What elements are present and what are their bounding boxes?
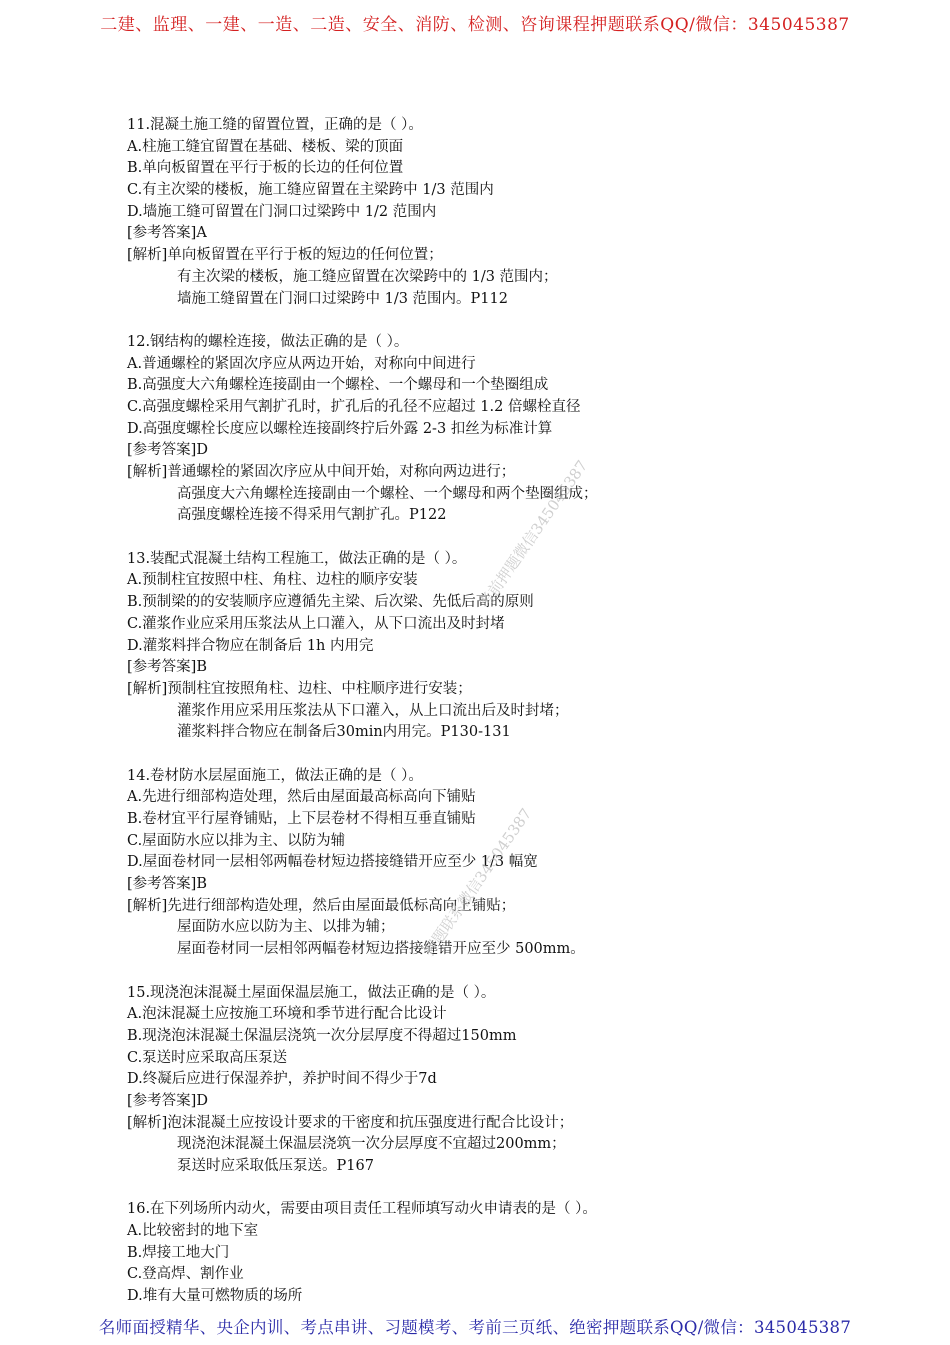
question-stem: 15.现浇泡沫混凝土屋面保温层施工，做法正确的是（ ）。 <box>127 984 496 1001</box>
option-a: A.比较密封的地下室 <box>127 1223 259 1240</box>
question-stem: 12.钢结构的螺栓连接，做法正确的是（ ）。 <box>127 333 409 350</box>
question-11 <box>127 115 927 310</box>
analysis-line: 墙施工缝留置在门洞口过梁跨中 1/3 范围内。P112 <box>177 290 508 307</box>
analysis-line: 灌浆作用应采用压浆法从下口灌入，从上口流出后及时封堵； <box>177 702 569 719</box>
option-b: B.单向板留置在平行于板的长边的任何位置 <box>127 160 404 177</box>
analysis-line: 泵送时应采取低压泵送。P167 <box>177 1158 374 1174</box>
option-c: C.高强度螺栓采用气割扩孔时，扩孔后的孔径不应超过 1.2 倍螺栓直径 <box>127 398 581 415</box>
option-d: D.墙施工缝可留置在门洞口过梁跨中 1/2 范围内 <box>127 203 437 220</box>
analysis-line: [解析]泡沫混凝土应按设计要求的干密度和抗压强度进行配合比设计； <box>127 1114 574 1131</box>
option-b: B.预制梁的的安装顺序应遵循先主梁、后次梁、先低后高的原则 <box>127 594 534 611</box>
option-a: A.普通螺栓的紧固次序应从两边开始，对称向中间进行 <box>127 355 476 372</box>
option-a: A.泡沫混凝土应按施工环境和季节进行配合比设计 <box>127 1006 447 1023</box>
option-c: C.灌浆作业应采用压浆法从上口灌入，从下口流出及时封堵 <box>127 615 505 632</box>
reference-answer: [参考答案]B <box>127 876 207 893</box>
reference-answer: [参考答案]D <box>127 442 208 459</box>
reference-answer: [参考答案]B <box>127 659 207 676</box>
option-c: C.泵送时应采取高压泵送 <box>127 1049 288 1066</box>
option-d: D.堆有大量可燃物质的场所 <box>127 1288 303 1305</box>
option-c: C.屋面防水应以排为主、以防为辅 <box>127 832 346 849</box>
option-c: C.有主次梁的楼板，施工缝应留置在主梁跨中 1/3 范围内 <box>127 182 494 199</box>
document-body <box>127 115 927 1330</box>
option-a: A.先进行细部构造处理，然后由屋面最高标高向下铺贴 <box>127 789 476 806</box>
analysis-line: [解析]先进行细部构造处理，然后由屋面最低标高向上铺贴； <box>127 897 516 914</box>
option-d: D.屋面卷材同一层相邻两幅卷材短边搭接缝错开应至少 1/3 幅宽 <box>127 854 538 871</box>
analysis-line: 高强度大六角螺栓连接副由一个螺栓、一个螺母和两个垫圈组成； <box>177 485 598 502</box>
analysis-line: [解析]单向板留置在平行于板的短边的任何位置； <box>127 247 443 264</box>
option-a: A.预制柱宜按照中柱、角柱、边柱的顺序安装 <box>127 572 418 589</box>
watermark: 考前押题微信345045387 <box>475 457 592 612</box>
header-banner: 二建、监理、一建、一造、二造、安全、消防、检测、咨询课程押题联系QQ/微信：345045387 <box>100 15 850 35</box>
option-d: D.灌浆料拌合物应在制备后 1h 内用完 <box>127 637 374 654</box>
analysis-line: 有主次梁的楼板，施工缝应留置在次梁跨中的 1/3 范围内； <box>177 268 558 285</box>
option-d: D.终凝后应进行保湿养护，养护时间不得少于7d <box>127 1071 437 1088</box>
analysis-line: 高强度螺栓连接不得采用气割扩孔。P122 <box>177 507 447 524</box>
analysis-line: 屋面卷材同一层相邻两幅卷材短边搭接缝错开应至少 500mm。 <box>177 941 585 958</box>
analysis-line: 屋面防水应以防为主、以排为辅； <box>177 919 395 936</box>
question-13 <box>127 549 927 744</box>
analysis-line: [解析]普通螺栓的紧固次序应从中间开始，对称向两边进行； <box>127 464 516 480</box>
analysis-line: 现浇泡沫混凝土保温层浇筑一次分层厚度不宜超过200mm； <box>177 1136 566 1153</box>
analysis-line: 灌浆料拌合物应在制备后30min内用完。P130-131 <box>177 724 511 741</box>
question-15 <box>127 983 927 1178</box>
question-16 <box>127 1199 927 1307</box>
option-c: C.登高焊、割作业 <box>127 1266 244 1283</box>
question-14 <box>127 766 927 961</box>
option-b: B.现浇泡沫混凝土保温层浇筑一次分层厚度不得超过150mm <box>127 1027 517 1044</box>
reference-answer: [参考答案]D <box>127 1092 208 1109</box>
option-a: A.柱施工缝宜留置在基础、楼板、梁的顶面 <box>127 138 404 155</box>
option-b: B.高强度大六角螺栓连接副由一个螺栓、一个螺母和一个垫圈组成 <box>127 377 549 394</box>
question-stem: 13.装配式混凝土结构工程施工，做法正确的是（ ）。 <box>127 550 467 567</box>
question-stem: 14.卷材防水层屋面施工，做法正确的是（ ）。 <box>127 767 423 784</box>
watermark: 押题联系微信345045387 <box>419 805 536 960</box>
question-stem: 11.混凝土施工缝的留置位置，正确的是（ ）。 <box>127 117 423 133</box>
option-b: B.卷材宜平行屋脊铺贴，上下层卷材不得相互垂直铺贴 <box>127 811 476 827</box>
option-b: B.焊接工地大门 <box>127 1244 230 1261</box>
reference-answer: [参考答案]A <box>127 225 207 242</box>
question-12 <box>127 332 927 527</box>
question-stem: 16.在下列场所内动火，需要由项目责任工程师填写动火申请表的是（ ）。 <box>127 1201 597 1218</box>
analysis-line: [解析]预制柱宜按照角柱、边柱、中柱顺序进行安装； <box>127 680 472 697</box>
footer-banner: 名师面授精华、央企内训、考点串讲、习题模考、考前三页纸、绝密押题联系QQ/微信：345045387 <box>98 1318 852 1337</box>
option-d: D.高强度螺栓长度应以螺栓连接副终拧后外露 2-3 扣丝为标准计算 <box>127 420 553 437</box>
